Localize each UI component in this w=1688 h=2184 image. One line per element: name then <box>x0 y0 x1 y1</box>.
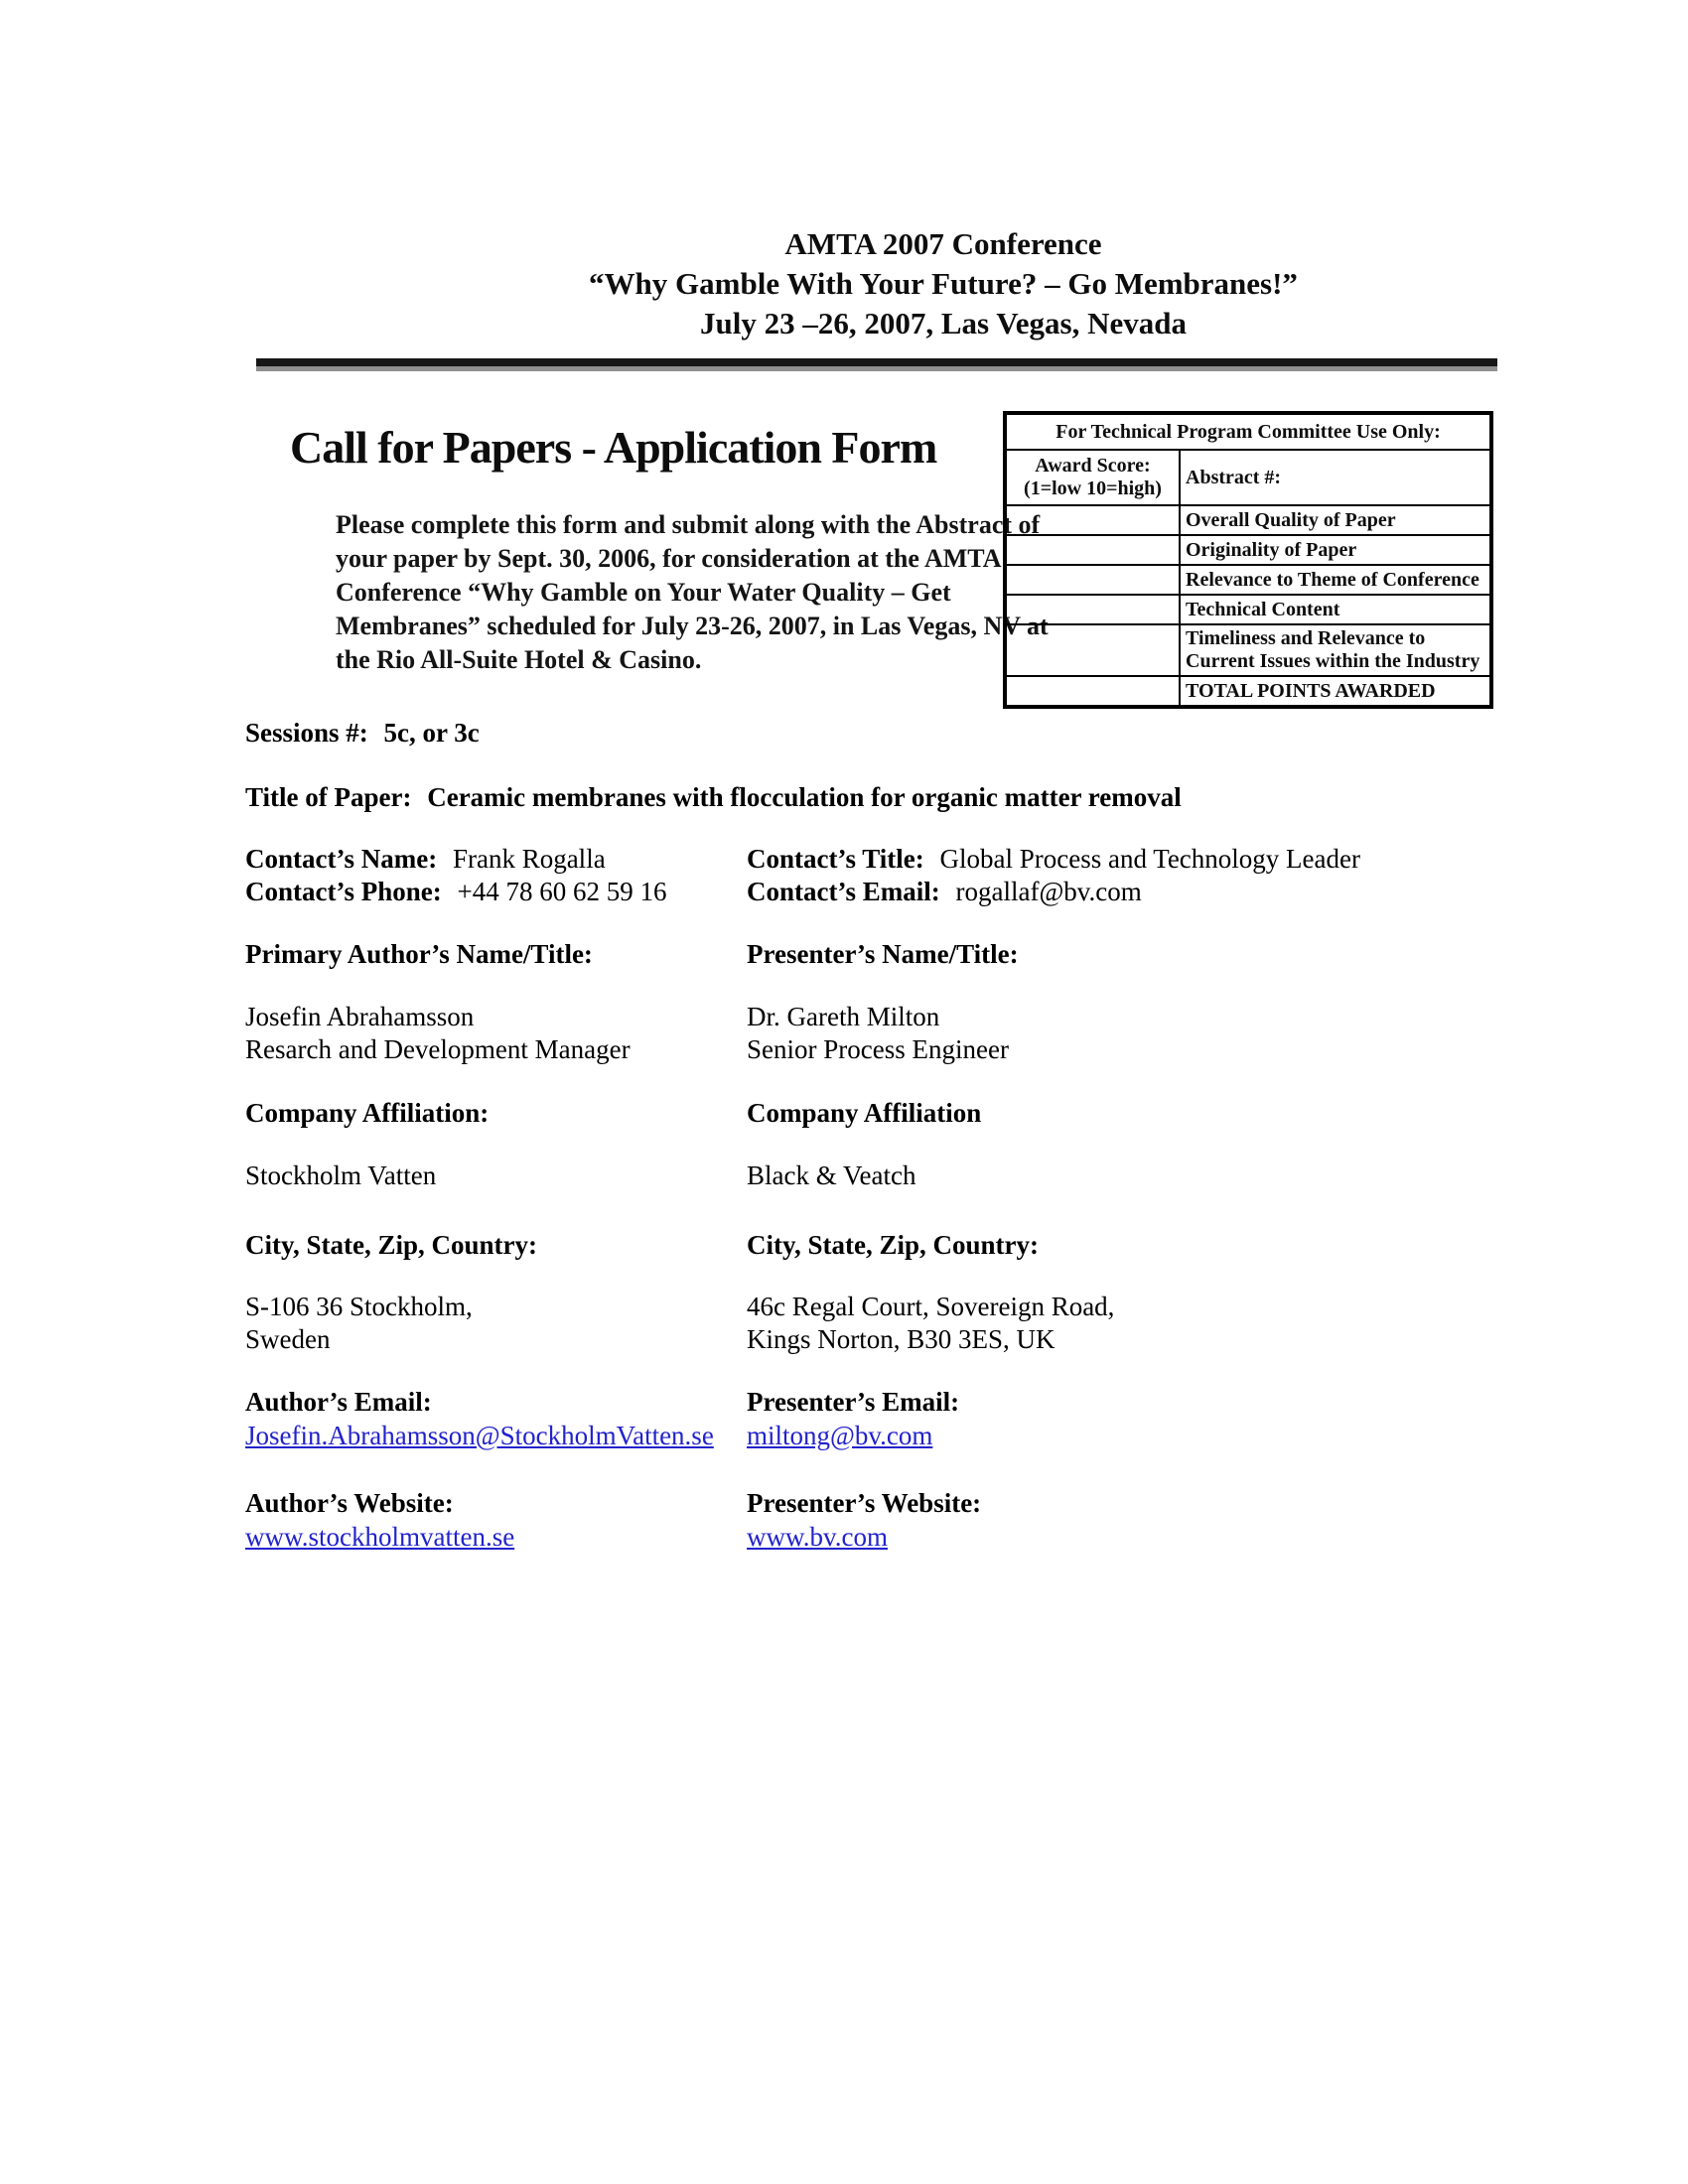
presenter-affiliation-label: Company Affiliation <box>747 1098 982 1128</box>
committee-table-header-row <box>1005 413 1491 450</box>
table-row <box>1005 565 1491 595</box>
presenter-address-line1: 46c Regal Court, Sovereign Road, <box>747 1292 1115 1321</box>
address-labels-row <box>245 1229 1526 1262</box>
author-address-block <box>245 1291 747 1356</box>
contact-email-field <box>747 876 1526 908</box>
email-labels-row <box>245 1386 1526 1419</box>
contact-email-label: Contact’s Email: <box>747 877 940 906</box>
primary-author-name-title-label: Primary Author’s Name/Title: <box>245 939 593 969</box>
sessions-field <box>245 717 480 750</box>
author-email-link[interactable]: Josefin.Abrahamsson@StockholmVatten.se <box>245 1421 714 1450</box>
divider-rule-black-bar <box>256 358 1497 366</box>
author-website-label: Author’s Website: <box>245 1488 454 1518</box>
presenter-email-label: Presenter’s Email: <box>747 1387 960 1417</box>
sessions-label: Sessions #: <box>245 718 368 748</box>
conference-slogan: “Why Gamble With Your Future? – Go Membranes!” <box>589 266 1298 301</box>
author-email-cell <box>245 1420 747 1452</box>
contact-title-label: Contact’s Title: <box>747 844 924 874</box>
conference-header <box>397 224 1489 343</box>
presenter-website-label: Presenter’s Website: <box>747 1488 982 1518</box>
website-links-row <box>245 1521 1526 1554</box>
author-address-label: City, State, Zip, Country: <box>245 1230 538 1260</box>
table-row <box>1005 624 1491 676</box>
author-job-title: Resarch and Development Manager <box>245 1034 631 1064</box>
presenter-email-link[interactable]: miltong@bv.com <box>747 1421 933 1450</box>
names-row <box>245 1001 1526 1066</box>
contact-name-field <box>245 843 747 876</box>
score-entry-cell <box>1005 624 1180 676</box>
website-labels-row <box>245 1487 1526 1520</box>
sessions-value: 5c, or 3c <box>383 718 480 748</box>
award-score-header-cell <box>1005 450 1180 505</box>
contact-title-field <box>747 843 1526 876</box>
contact-name-label: Contact’s Name: <box>245 844 438 874</box>
conference-name: AMTA 2007 Conference <box>784 226 1102 261</box>
contact-phone-value: +44 78 60 62 59 16 <box>457 877 667 906</box>
author-affiliation-label: Company Affiliation: <box>245 1098 490 1128</box>
criterion-timeliness: Timeliness and Relevance to Current Issues within the Industry <box>1180 624 1491 676</box>
paper-title-field <box>245 781 1182 814</box>
score-entry-cell <box>1005 505 1180 535</box>
presenter-affiliation-value: Black & Veatch <box>747 1160 916 1190</box>
presenter-address-label: City, State, Zip, Country: <box>747 1230 1040 1260</box>
form-title: Call for Papers - Application Form <box>290 422 937 473</box>
presenter-address-line2: Kings Norton, B30 3ES, UK <box>747 1324 1055 1354</box>
contact-phone-field <box>245 876 747 908</box>
award-score-label: Award Score: <box>1035 455 1151 477</box>
paper-title-value: Ceramic membranes with flocculation for organic matter removal <box>427 782 1182 812</box>
form-instructions-line: your paper by Sept. 30, 2006, for consideration at the AMTA <box>336 544 1002 573</box>
form-instructions-line: Membranes” scheduled for July 23-26, 2007, in Las Vegas, NV at <box>336 612 1049 640</box>
sessions-row <box>245 717 1526 750</box>
criterion-technical-content: Technical Content <box>1180 595 1491 624</box>
author-website-cell <box>245 1521 747 1554</box>
committee-table <box>1003 411 1493 709</box>
table-row <box>1005 535 1491 565</box>
presenter-name-title-label: Presenter’s Name/Title: <box>747 939 1019 969</box>
divider-rule-gray-bar <box>256 366 1497 371</box>
email-links-row <box>245 1420 1526 1452</box>
affiliation-labels-row <box>245 1097 1526 1130</box>
score-entry-cell <box>1005 676 1180 707</box>
author-address-line1: S-106 36 Stockholm, <box>245 1292 473 1321</box>
address-values-row <box>245 1291 1526 1356</box>
author-name: Josefin Abrahamsson <box>245 1002 475 1031</box>
author-address-line2: Sweden <box>245 1324 331 1354</box>
table-row <box>1005 595 1491 624</box>
criterion-relevance-theme: Relevance to Theme of Conference <box>1180 565 1491 595</box>
total-points-awarded-cell: TOTAL POINTS AWARDED <box>1180 676 1491 707</box>
contact-title-value: Global Process and Technology Leader <box>939 844 1360 874</box>
form-instructions-line: Conference “Why Gamble on Your Water Quality – Get <box>336 578 951 607</box>
author-website-link[interactable]: www.stockholmvatten.se <box>245 1522 515 1552</box>
abstract-number-cell: Abstract #: <box>1180 450 1491 505</box>
committee-table-title: For Technical Program Committee Use Only: <box>1005 413 1491 450</box>
author-email-label: Author’s Email: <box>245 1387 432 1417</box>
contact-left-column <box>245 843 747 908</box>
table-row <box>1005 450 1491 505</box>
conference-date-location: July 23 –26, 2007, Las Vegas, Nevada <box>699 306 1188 341</box>
contact-right-column <box>747 843 1526 908</box>
table-row <box>1005 676 1491 707</box>
form-instructions <box>336 508 1049 677</box>
form-instructions-line: Please complete this form and submit along with the Abstract of <box>336 510 1041 539</box>
divider-rule <box>256 358 1497 371</box>
contact-row <box>245 843 1526 908</box>
presenter-address-block <box>747 1291 1526 1356</box>
affiliation-values-row <box>245 1160 1526 1192</box>
table-row <box>1005 505 1491 535</box>
contact-name-value: Frank Rogalla <box>452 844 606 874</box>
presenter-email-cell <box>747 1420 1526 1452</box>
name-title-labels-row <box>245 938 1526 971</box>
presenter-name: Dr. Gareth Milton <box>747 1002 940 1031</box>
presenter-website-cell <box>747 1521 1526 1554</box>
presenter-website-link[interactable]: www.bv.com <box>747 1522 888 1552</box>
presenter-name-block <box>747 1001 1526 1066</box>
author-affiliation-value: Stockholm Vatten <box>245 1160 437 1190</box>
award-score-scale: (1=low 10=high) <box>1024 478 1162 499</box>
author-name-block <box>245 1001 747 1066</box>
criterion-overall-quality: Overall Quality of Paper <box>1180 505 1491 535</box>
score-entry-cell <box>1005 535 1180 565</box>
paper-title-row <box>245 781 1526 814</box>
form-instructions-line: the Rio All-Suite Hotel & Casino. <box>336 645 702 674</box>
score-entry-cell <box>1005 595 1180 624</box>
paper-title-label: Title of Paper: <box>245 782 412 812</box>
contact-email-value: rogallaf@bv.com <box>955 877 1142 906</box>
score-entry-cell <box>1005 565 1180 595</box>
criterion-originality: Originality of Paper <box>1180 535 1491 565</box>
contact-phone-label: Contact’s Phone: <box>245 877 442 906</box>
presenter-job-title: Senior Process Engineer <box>747 1034 1009 1064</box>
